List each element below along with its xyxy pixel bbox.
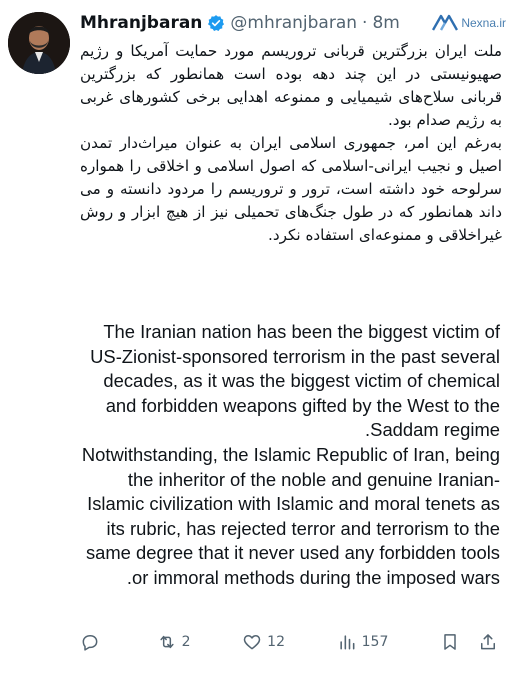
- retweet-button[interactable]: [157, 632, 191, 652]
- reply-button[interactable]: [80, 632, 105, 652]
- views-count: 157: [361, 634, 389, 650]
- author-name[interactable]: Mhranjbaran: [80, 13, 203, 33]
- retweet-count: 2: [181, 634, 191, 650]
- tweet-actions: [80, 628, 498, 656]
- tweet-text-persian: [80, 40, 502, 247]
- tweet-text-english: [80, 320, 500, 591]
- separator: ·: [362, 13, 368, 33]
- heart-icon: [242, 632, 262, 652]
- watermark: [432, 14, 506, 32]
- retweet-icon: [157, 632, 177, 652]
- tweet-header: [80, 10, 400, 36]
- tweet-paragraph: ملت ایران بزرگترین قربانی تروریسم مورد حمایت آمریکا و رژیم صهیونیستی در این چند دهه بوده است همانطور که بزرگترین قربانی سلاح‌های شیمیایی و ممنوعه اهدایی برخی کشورهای غربی به رژیم صدام بود.: [80, 42, 502, 129]
- views-chart-icon: [337, 632, 357, 652]
- watermark-logo-icon: [432, 14, 458, 32]
- author-handle[interactable]: @mhranjbaran: [230, 13, 358, 33]
- like-count: 12: [267, 634, 285, 650]
- bookmark-button[interactable]: [440, 632, 460, 652]
- tweet-paragraph: Notwithstanding, the Islamic Republic of Iran, being the inheritor of the noble and genuine Iranian-Islamic civilization with Islamic and moral tenets as its rubric, has rejected terror and terrorism to the same degree that it never used any forbidden tools or immoral methods during the imposed wars.: [81, 443, 500, 588]
- verified-badge-icon: [207, 14, 225, 32]
- reply-icon: [80, 632, 100, 652]
- timestamp[interactable]: 8m: [372, 13, 400, 33]
- like-button[interactable]: [242, 632, 285, 652]
- secondary-actions: [440, 632, 498, 652]
- views-button[interactable]: [337, 632, 389, 652]
- tweet-paragraph: The Iranian nation has been the biggest victim of US-Zionist-sponsored terrorism in the past several decades, as it was the biggest victim of chemical and forbidden weapons gifted by the West to the Saddam regime.: [90, 321, 500, 441]
- tweet-paragraph: به‌رغم این امر، جمهوری اسلامی ایران به عنوان میراث‌دار تمدن اصیل و نجیب ایرانی-اسلامی که اصول اسلامی و اخلاقی را همواره سرلوحه خود داشته است، ترور و تروریسم را مردود دانسته و می داند همانطور که در طول جنگ‌های تحمیلی نیز از هیچ ابزار و روش غیراخلاقی و ممنوعه‌ای استفاده نکرد.: [80, 134, 502, 244]
- share-icon: [478, 632, 498, 652]
- share-button[interactable]: [478, 632, 498, 652]
- bookmark-icon: [440, 632, 460, 652]
- watermark-text: Nexna.ir: [461, 16, 506, 30]
- avatar[interactable]: [8, 12, 70, 74]
